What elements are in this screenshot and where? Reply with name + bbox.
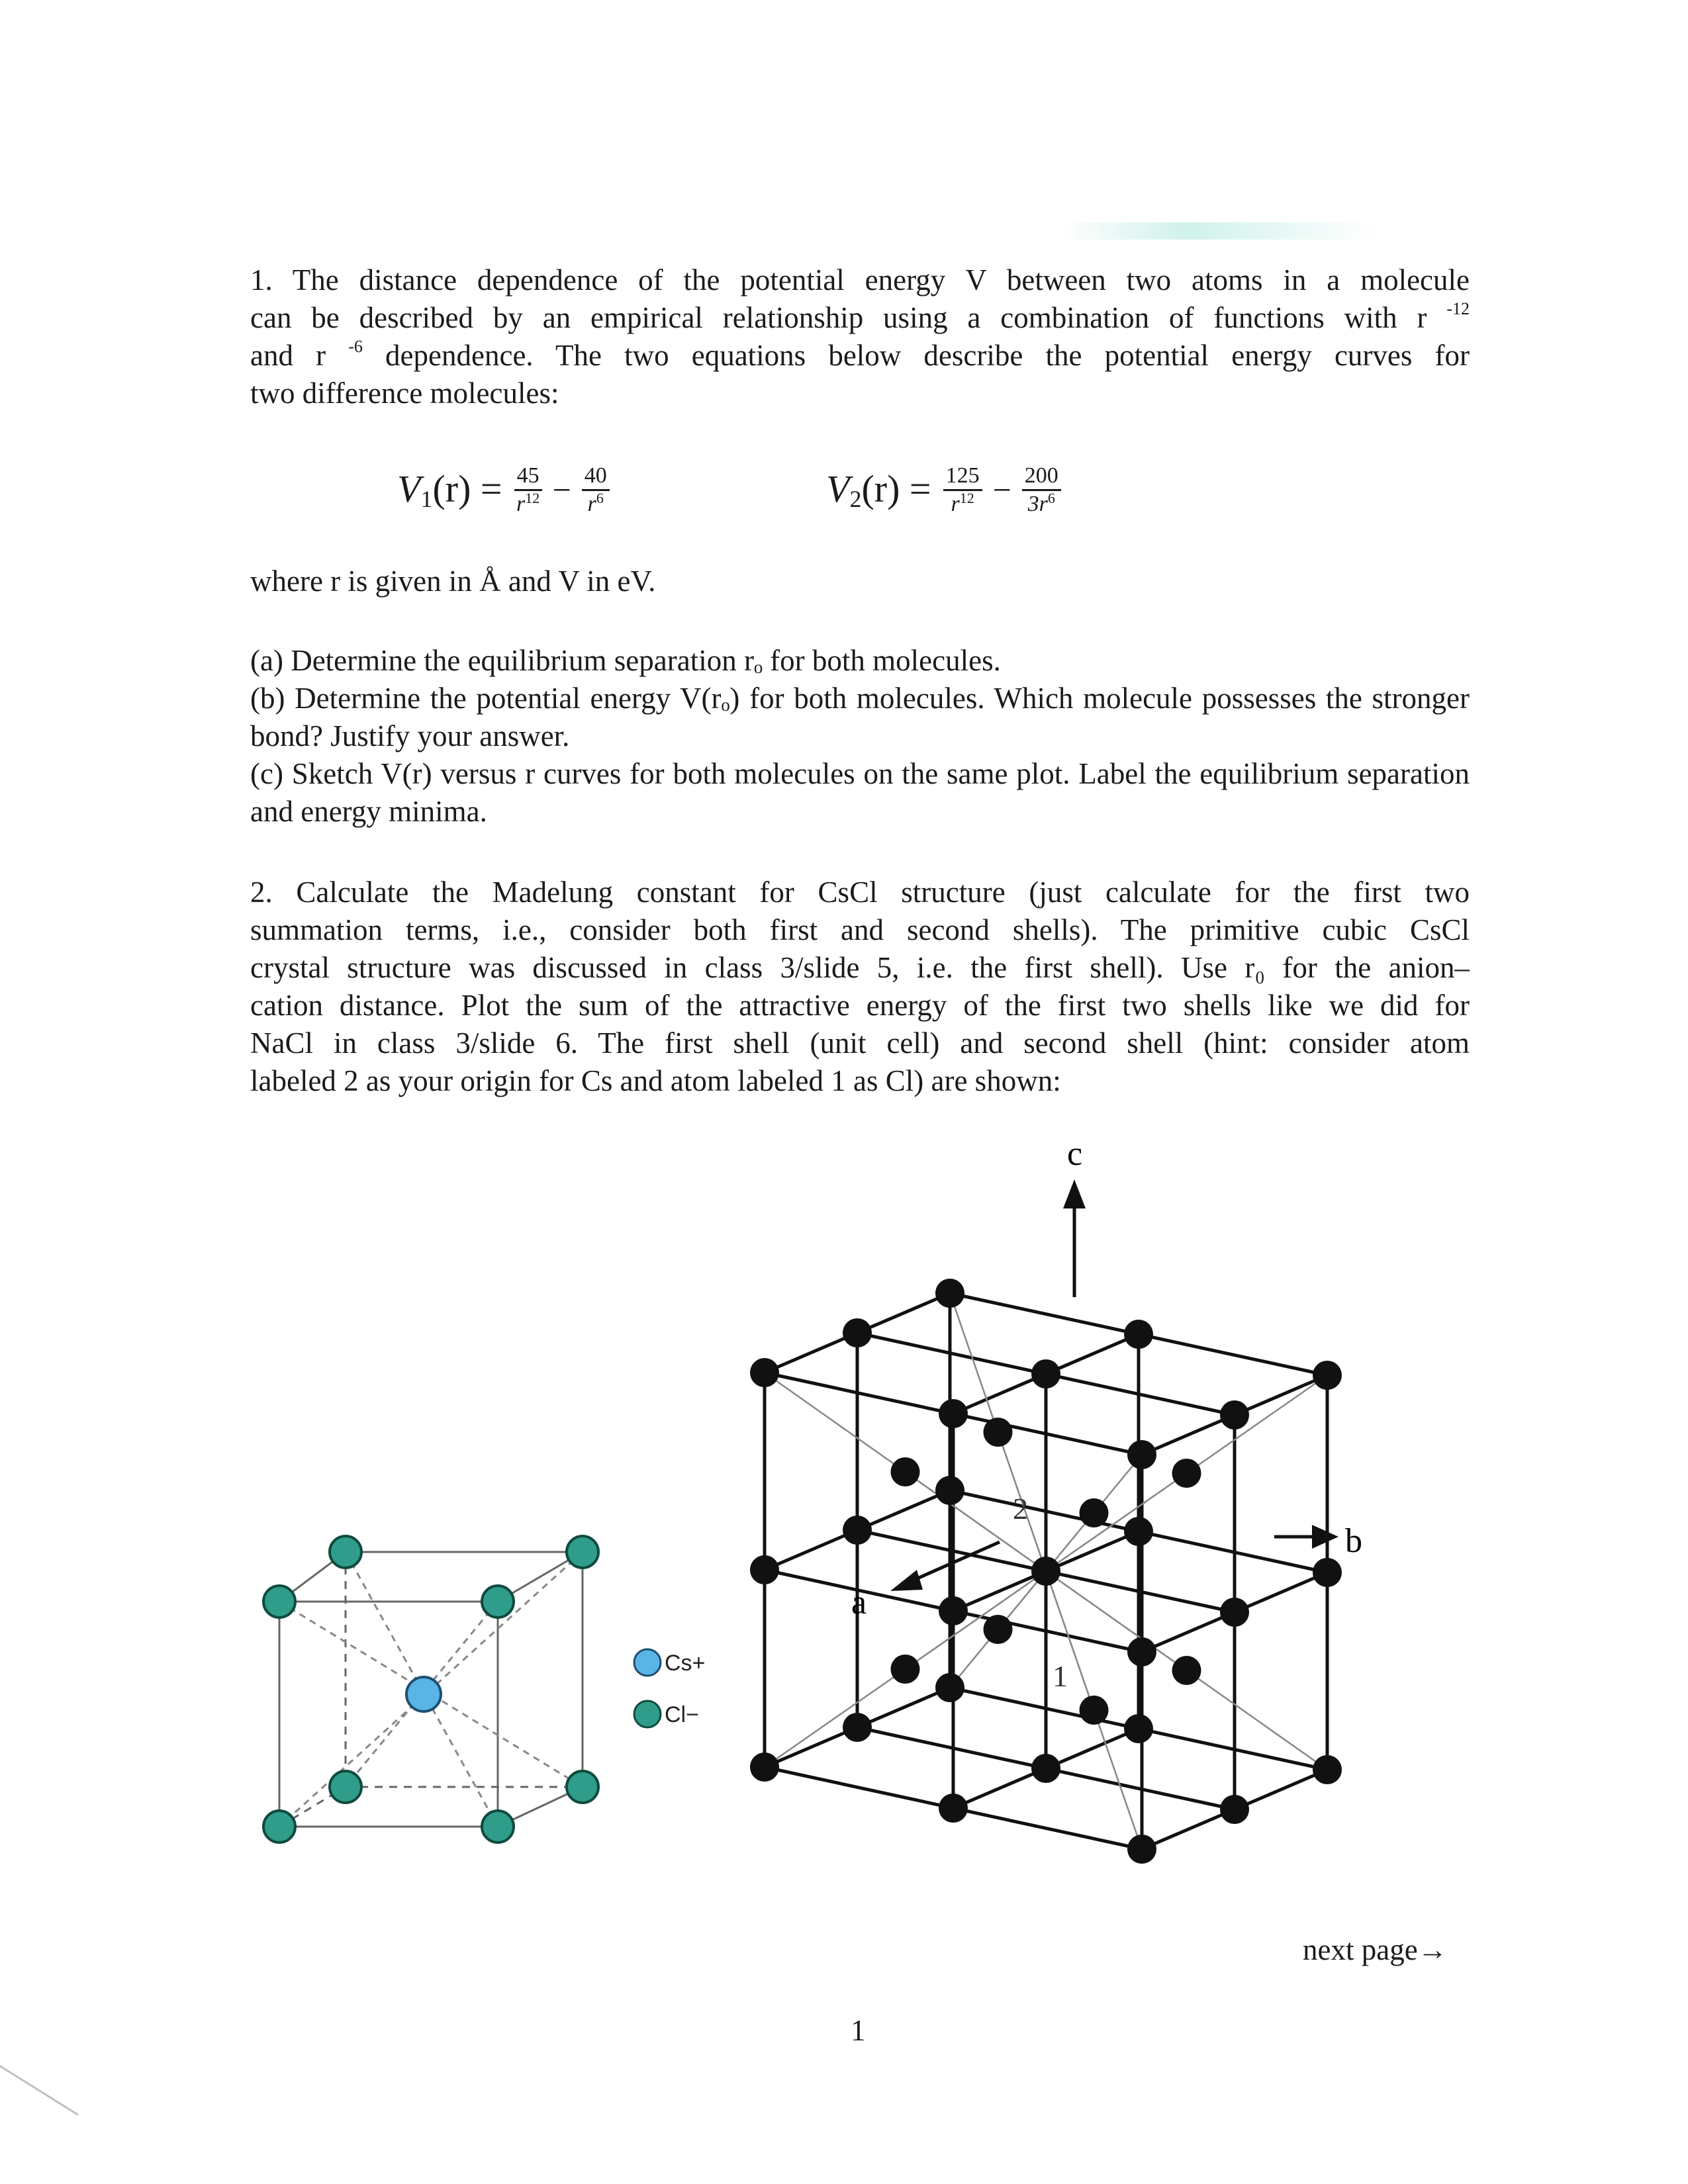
part-b: (b) Determine the potential energy V(rₒ) for both molecules. Which molecule possesses the stronger bond? Justify your answer. (250, 682, 1470, 752)
lattice-atom (1313, 1558, 1342, 1587)
a-axis-arrowhead (890, 1570, 923, 1591)
lattice-atom (935, 1279, 964, 1308)
body-centre-atom (1080, 1696, 1109, 1725)
atom-label-2: 2 (1013, 1492, 1028, 1525)
body-centre-atom (891, 1655, 920, 1684)
lattice-atom (1031, 1359, 1060, 1388)
cl-ion (263, 1586, 295, 1617)
axis-label-a: a (851, 1584, 867, 1621)
axis-label-b: b (1345, 1522, 1362, 1560)
body-centre-atom (1080, 1498, 1109, 1527)
lattice-atom (1031, 1557, 1060, 1586)
lattice-atom (1220, 1598, 1249, 1627)
lattice-atom (935, 1673, 964, 1702)
lattice-atom (939, 1596, 968, 1625)
lattice-atom (1124, 1320, 1153, 1349)
lattice-atom (750, 1752, 779, 1782)
lattice-atom (939, 1399, 968, 1428)
cs-ion (406, 1677, 441, 1711)
b-axis-arrowhead (1312, 1525, 1338, 1549)
lattice-atom (1031, 1754, 1060, 1783)
next-page-note: next page→ (1303, 1933, 1448, 1966)
legend-cl-label: Cl− (665, 1702, 699, 1727)
lattice-atom (939, 1794, 968, 1823)
lattice-atom (1313, 1755, 1342, 1784)
lattice-atom (843, 1516, 872, 1545)
body-centre-atom (984, 1418, 1013, 1447)
body-centre-atom (891, 1457, 920, 1486)
lattice-atom (1127, 1440, 1156, 1469)
q2-line-4: cation distance. Plot the sum of the attractive energy of the first two shells like we did for (250, 989, 1470, 1022)
q1-exp6: -6 (348, 337, 363, 356)
atom-label-1: 1 (1053, 1659, 1068, 1693)
q1-line-3: and r $^{-6}$ dependence. The two equations below describe the potential energy curves for (250, 337, 1470, 372)
lattice-atom (750, 1555, 779, 1584)
equation-v1: $V_1(r)$ = $\frac{45}{r^{12}}$ − $\frac{40}{r^6}$ (397, 453, 614, 526)
q1-exp12: -12 (1446, 299, 1470, 318)
lattice-atom (1127, 1835, 1156, 1864)
lattice-atom (750, 1358, 779, 1387)
part-c: (c) Sketch V(r) versus r curves for both molecules on the same plot. Label the equilibrium separation and energy minima. (250, 757, 1470, 828)
equation-v2: $V_2(r)$ = $\frac{125}{r^{12}}$ − $\frac{200}{3r^6}$ (826, 453, 1065, 526)
lattice-atom (1124, 1714, 1153, 1743)
c-axis-arrowhead (1063, 1179, 1086, 1208)
q2-line-5: NaCl in class 3/slide 6. The first shell (unit cell) and second shell (hint: consider atom (250, 1026, 1470, 1060)
cl-ion (567, 1536, 598, 1568)
lattice-atom (843, 1318, 872, 1347)
cl-ion (482, 1811, 514, 1843)
cl-ion (263, 1811, 295, 1843)
cl-ion (330, 1536, 361, 1568)
lattice-atom (1220, 1795, 1249, 1824)
units-note: where r is given in Å and V in eV. (250, 565, 656, 598)
cl-ion (330, 1771, 361, 1803)
legend-cl-marker (634, 1701, 661, 1727)
q2-line-1: 2. Calculate the Madelung constant for CsCl structure (just calculate for the first two (250, 876, 1470, 909)
cl-ion (567, 1771, 598, 1803)
page-number: 1 (851, 2014, 866, 2047)
body-centre-atom (984, 1615, 1013, 1644)
body-centre-atom (1172, 1459, 1201, 1488)
lattice-atom (1313, 1361, 1342, 1390)
lattice-atom (935, 1476, 964, 1505)
q2-line-6: labeled 2 as your origin for Cs and atom labeled 1 as Cl) are shown: (250, 1064, 1061, 1097)
cl-ion (482, 1586, 514, 1617)
body-centre-atom (1172, 1656, 1201, 1685)
q2-line-3: crystal structure was discussed in class 3/slide 5, i.e. the first shell). Use r₀ for the anion– (250, 951, 1470, 984)
lattice-atom (843, 1713, 872, 1742)
q2-line-2: summation terms, i.e., consider both first and second shells). The primitive cubic CsCl (250, 913, 1470, 946)
second-shell-atoms (750, 1279, 1342, 1864)
q1-line-4: two difference molecules: (250, 377, 559, 410)
legend-cs-marker (634, 1649, 661, 1676)
q1-line-1: 1. The distance dependence of the potential energy V between two atoms in a molecule (250, 263, 1470, 296)
q1-line-2: can be described by an empirical relationship using a combination of functions with r $^{-12}$ (250, 299, 1470, 334)
axis-label-c: c (1067, 1135, 1083, 1173)
lattice-atom (1220, 1400, 1249, 1430)
part-a: (a) Determine the equilibrium separation rₒ for both molecules. (250, 644, 1001, 677)
legend-cs-label: Cs+ (665, 1651, 706, 1676)
lattice-atom (1124, 1517, 1153, 1546)
lattice-atom (1127, 1637, 1156, 1666)
